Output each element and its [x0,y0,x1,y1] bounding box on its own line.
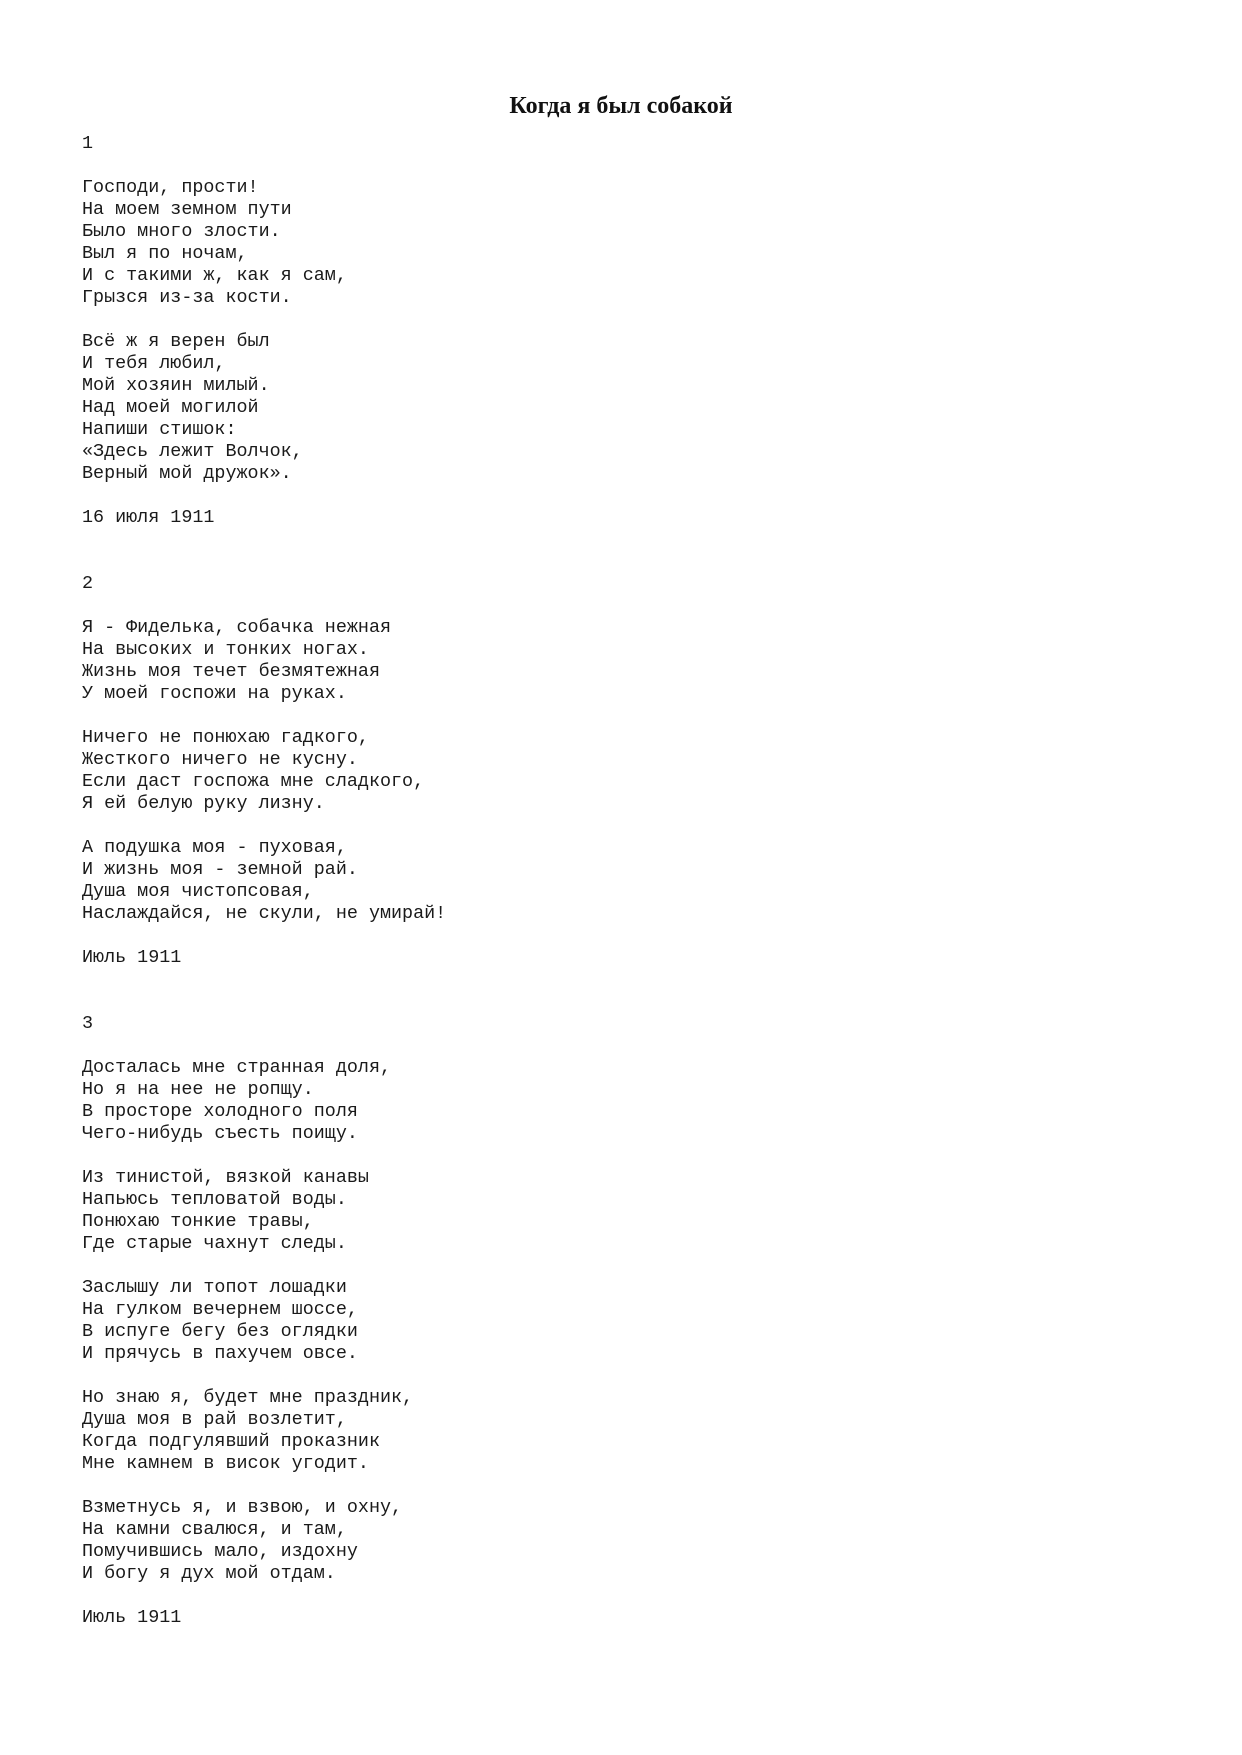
poem-line: На моем земном пути [82,199,292,220]
poem-line: Мне камнем в висок угодит. [82,1453,369,1474]
poem-line: Но знаю я, будет мне праздник, [82,1387,414,1408]
poem-line: Грызся из-за кости. [82,287,292,308]
blank-line [82,1585,1182,1607]
blank-line [82,1145,1182,1167]
poem-line: Всё ж я верен был [82,331,270,352]
poem-line: И с такими ж, как я сам, [82,265,347,286]
poem-line: Я ей белую руку лизну. [82,793,325,814]
poem-line: Заслышу ли топот лошадки [82,1277,347,1298]
blank-line [82,595,1182,617]
poem-line: Июль 1911 [82,1607,182,1628]
blank-line [82,1365,1182,1387]
poem-line: 16 июля 1911 [82,507,215,528]
blank-line [82,705,1182,727]
poem-line: Досталась мне странная доля, [82,1057,392,1078]
poem-body [82,133,1182,1629]
poem-line: 1 [82,133,94,154]
blank-line [82,1035,1182,1057]
poem-line: Из тинистой, вязкой канавы [82,1167,369,1188]
poem-line: На гулком вечернем шоссе, [82,1299,358,1320]
blank-line [82,991,1182,1013]
poem-line: И тебя любил, [82,353,226,374]
poem-line: Жизнь моя течет безмятежная [82,661,380,682]
poem-line: Выл я по ночам, [82,243,248,264]
poem-line: Взметнусь я, и взвою, и охну, [82,1497,403,1518]
poem-line: И богу я дух мой отдам. [82,1563,336,1584]
blank-line [82,529,1182,551]
blank-line [82,1255,1182,1277]
poem-line: В испуге бегу без оглядки [82,1321,358,1342]
blank-line [82,925,1182,947]
poem-line: Напиши стишок: [82,419,237,440]
poem-line: Где старые чахнут следы. [82,1233,347,1254]
poem-line: Напьюсь тепловатой воды. [82,1189,347,1210]
poem-line: 3 [82,1013,94,1034]
poem-line: И прячусь в пахучем овсе. [82,1343,358,1364]
poem-line: Верный мой дружок». [82,463,292,484]
poem-line: Помучившись мало, издохну [82,1541,358,1562]
poem-line: У моей госпожи на руках. [82,683,347,704]
poem-line: Понюхаю тонкие травы, [82,1211,314,1232]
blank-line [82,485,1182,507]
poem-line: Я - Фиделька, собачка нежная [82,617,392,638]
poem-line: «Здесь лежит Волчок, [82,441,303,462]
blank-line [82,1475,1182,1497]
poem-line: А подушка моя - пуховая, [82,837,347,858]
poem-line: Душа моя чистопсовая, [82,881,314,902]
poem-line: На камни свалюся, и там, [82,1519,347,1540]
poem-line: Мой хозяин милый. [82,375,270,396]
poem-line: Ничего не понюхаю гадкого, [82,727,369,748]
blank-line [82,969,1182,991]
blank-line [82,309,1182,331]
poem-line: В просторе холодного поля [82,1101,358,1122]
blank-line [82,815,1182,837]
poem-line: Но я на нее не ропщу. [82,1079,314,1100]
poem-line: И жизнь моя - земной рай. [82,859,358,880]
blank-line [82,155,1182,177]
poem-line: Чего-нибудь съесть поищу. [82,1123,358,1144]
poem-line: Если даст госпожа мне сладкого, [82,771,425,792]
poem-line: Июль 1911 [82,947,182,968]
poem-line: Над моей могилой [82,397,259,418]
poem-line: Жесткого ничего не кусну. [82,749,358,770]
poem-line: Господи, прости! [82,177,259,198]
poem-line: На высоких и тонких ногах. [82,639,369,660]
document-title: Когда я был собакой [509,93,733,119]
poem-line: Душа моя в рай возлетит, [82,1409,347,1430]
poem-line: Наслаждайся, не скули, не умирай! [82,903,447,924]
poem-line: Когда подгулявший проказник [82,1431,380,1452]
blank-line [82,551,1182,573]
poem-line: 2 [82,573,94,594]
poem-line: Было много злости. [82,221,281,242]
